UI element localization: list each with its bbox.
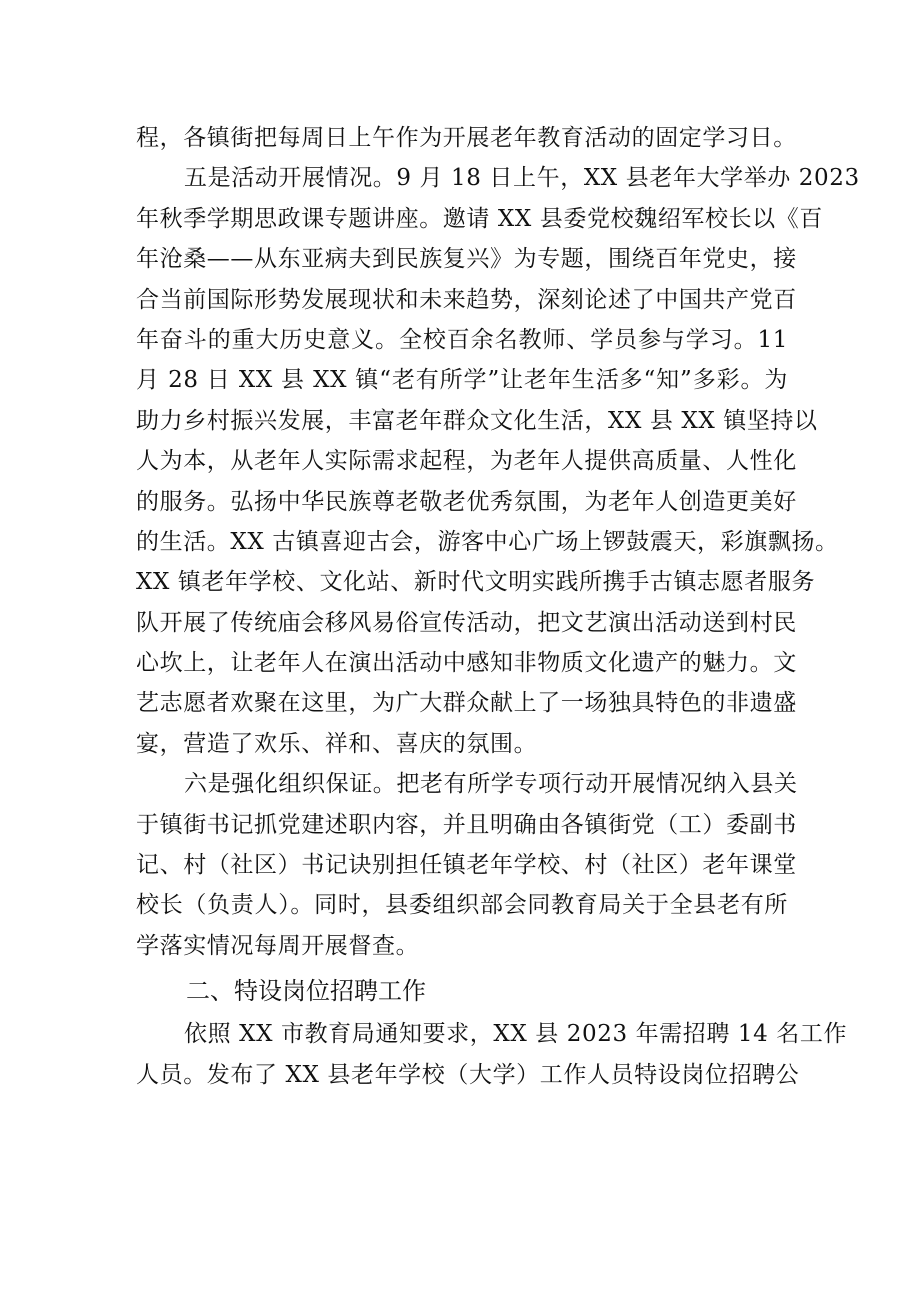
text-line: 队开展了传统庙会移风易俗宣传活动，把文艺演出活动送到村民	[136, 609, 797, 636]
text-line: 五是活动开展情况。9 月 18 日上午，XX 县老年大学举办 2023	[184, 165, 860, 192]
text-line: 于镇街书记抓党建述职内容，并且明确由各镇街党（工）委副书	[136, 811, 797, 838]
paragraph-continued	[136, 118, 797, 158]
text-line: XX 镇老年学校、文化站、新时代文明实践所携手古镇志愿者服务	[136, 569, 816, 596]
text-line: 人为本，从老年人实际需求起程，为老年人提供高质量、人性化	[136, 448, 797, 475]
text-line: 年奋斗的重大历史意义。全校百余名教师、学员参与学习。11	[136, 326, 788, 353]
document-body	[136, 118, 860, 1095]
text-line: 心坎上，让老年人在演出活动中感知非物质文化遗产的魅力。文	[136, 650, 797, 677]
text-line: 人员。发布了 XX 县老年学校（大学）工作人员特设岗位招聘公	[136, 1061, 800, 1088]
text-line: 合当前国际形势发展现状和未来趋势，深刻论述了中国共产党百	[136, 286, 797, 313]
text-line: 宴，营造了欢乐、祥和、喜庆的氛围。	[136, 730, 538, 757]
text-line: 校长（负责人）。同时，县委组织部会同教育局关于全县老有所	[136, 892, 788, 919]
text-line: 记、村（社区）书记诀别担任镇老年学校、村（社区）老年课堂	[136, 852, 797, 879]
text-line: 的服务。弘扬中华民族尊老敬老优秀氛围，为老年人创造更美好	[136, 488, 797, 515]
text-line: 月 28 日 XX 县 XX 镇“老有所学”让老年生活多“知”多彩。为	[136, 367, 788, 394]
section-heading: 二、特设岗位招聘工作	[186, 977, 426, 1006]
text-line: 的生活。XX 古镇喜迎古会，游客中心广场上锣鼓震天，彩旗飘扬。	[136, 528, 839, 555]
text-line: 年沧桑——从东亚病夫到民族复兴》为专题，围绕百年党史，接	[136, 246, 797, 273]
text-line: 艺志愿者欢聚在这里，为广大群众献上了一场独具特色的非遗盛	[136, 690, 797, 717]
paragraph-activities	[136, 158, 860, 764]
text-line: 程，各镇街把每周日上午作为开展老年教育活动的固定学习日。	[136, 125, 797, 151]
text-line: 年秋季学期思政课专题讲座。邀请 XX 县委党校魏绍军校长以《百	[136, 205, 823, 232]
text-line: 助力乡村振兴发展，丰富老年群众文化生活，XX 县 XX 镇坚持以	[136, 407, 818, 434]
text-line: 学落实情况每周开展督查。	[136, 932, 420, 959]
text-line: 依照 XX 市教育局通知要求，XX 县 2023 年需招聘 14 名工作	[184, 1021, 848, 1048]
text-line: 六是强化组织保证。把老有所学专项行动开展情况纳入县关	[184, 771, 798, 798]
paragraph-recruitment	[136, 1014, 848, 1095]
paragraph-organization	[136, 764, 798, 966]
